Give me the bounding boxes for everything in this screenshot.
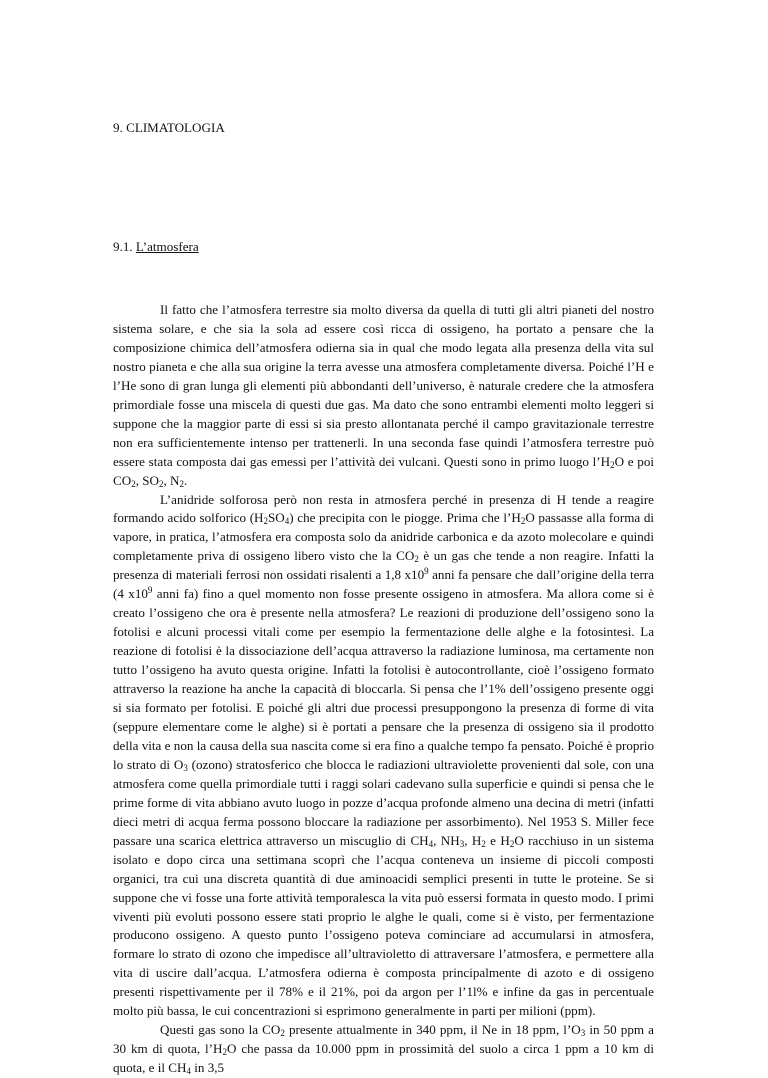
paragraph: Il fatto che l’atmosfera terrestre sia molto diversa da quella di tutti gli altri pianeti del nostro sistema solare, e che sia la sola ad essere così ricca di ossigeno, ha portato a pensare che la composizione chimica dell’atmosfera odierna sia in qual che modo legata alla presenza della vita sul nostro pianeta e che alla sua origine la terra avesse una atmosfera completamente diversa. Poiché l’H e l’He sono di gran lunga gli elementi più abbondanti dell’universo, è naturale credere che la atmosfera primordiale fosse una miscela di questi due gas. Ma dato che sono entrambi elementi molto leggeri si suppone che la maggior parte di essi si sia presto allontanata perché il campo gravitazionale terrestre non era sufficientemente intenso per trattenerli. In una seconda fase quindi l’atmosfera terrestre può essere stata composta dai gas emessi per l’attività dei vulcani. Questi sono in primo luogo $l’H_2O$ e poi $CO_2$, $SO_2$, $N_2$. <box>113 302 655 489</box>
paragraph: L’anidride solforosa però non resta in atmosfera perché in presenza di H tende a reagire formando acido solforico $(H_2SO_4)$ che precipita con le piogge. Prima che $l’H_2O$ passasse alla forma di vapore, in pratica, l’atmosfera era composta solo da anidride carbonica e da azoto molecolare e quindi completamente priva di ossigeno libero visto che la $CO_2$ è un gas che tende a non reagire. Infatti la presenza di materiali ferrosi non ossidati risalenti a 1,8 $x10^9$ anni fa pensare che dall’origine della terra (4 $x10^9$ anni fa) fino a quel momento non fosse presente ossigeno in atmosfera. Ma allora come si è creato l’ossigeno che ora è presente nella atmosfera? Le reazioni di produzione dell’ossigeno sono la fotolisi e alcuni processi vitali come per esempio la fermentazione delle alghe e la fotosintesi. La reazione di fotolisi è la dissociazione dell’acqua attraverso la radiazione luminosa, ma certamente non tutto l’ossigeno ha avuto questa origine. Infatti la fotolisi è autocontrollante, cioè l’ossigeno formato attraverso la reazione ha anche la capacità di bloccarla. Si pensa che l’1% dell’ossigeno presente oggi si sia formato per fotolisi. E poiché gli altri due processi presuppongono la presenza di forme di vita (seppure elementare come le alghe) si è portati a pensare che la presenza di ossigeno sia il prodotto della vita e non la causa della sua nascita come si era fino a qualche tempo fa pensato. Poiché è proprio lo strato di $O_3$ (ozono) stratosferico che blocca le radiazioni ultraviolette provenienti dal sole, con una atmosfera come quella primordiale tutti i raggi solari cadevano sulla superficie e quindi si pensa che le prime forme di vita abbiano avuto luogo in pozze d’acqua profonde almeno una decina di metri (infatti dieci metri di acqua ferma possono bloccare la radiazione per assorbimento). Nel 1953 S. Miller fece passare una scarica elettrica attraverso un miscuglio di $CH_4$, $NH_3$, $H_2$ e $H_2O$ racchiuso in un sistema isolato e dopo circa una settimana scoprì che l’acqua conteneva un insieme di piccoli composti organici, tra cui una discreta quantità di due aminoacidi semplici presenti in tutte le proteine. Se si suppone che vi fosse una forte attività temporalesca la vita può essersi formata in questo modo. I primi viventi più evoluti possono essere stati proprio le alghe le quali, come si è visto, per fermentazione producono ossigeno. A questo punto l’ossigeno poteva cominciare ad accumularsi in atmosfera, formare lo strato di ozono che impedisce all’ultravioletto di attraversare l’atmosfera, e permettere alla vita di uscire dall’acqua. L’atmosfera odierna è composta principalmente di azoto e di ossigeno presenti rispettivamente per il 78% e il 21%, poi da argon per l’1l% e infine da gas in percentuale molto più bassa, le cui concentrazioni si esprimono generalmente in parti per milioni (ppm). <box>113 491 655 1019</box>
section-heading <box>113 238 199 257</box>
section-number: 9.1. <box>113 239 133 254</box>
body-text <box>113 301 654 1078</box>
paragraph: Questi gas sono la $CO_2$ presente attualmente in 340 ppm, il Ne in 18 ppm, $l’O_3$ in 50 ppm a 30 km di quota, $l’H_2O$ che passa da 10.000 ppm in prossimità del suolo a circa 1 ppm a 10 km di quota, e il $CH_4$ in 3,5 <box>113 1022 654 1077</box>
chapter-heading: 9. CLIMATOLOGIA <box>113 120 225 135</box>
section-title: L’atmosfera <box>135 239 199 254</box>
